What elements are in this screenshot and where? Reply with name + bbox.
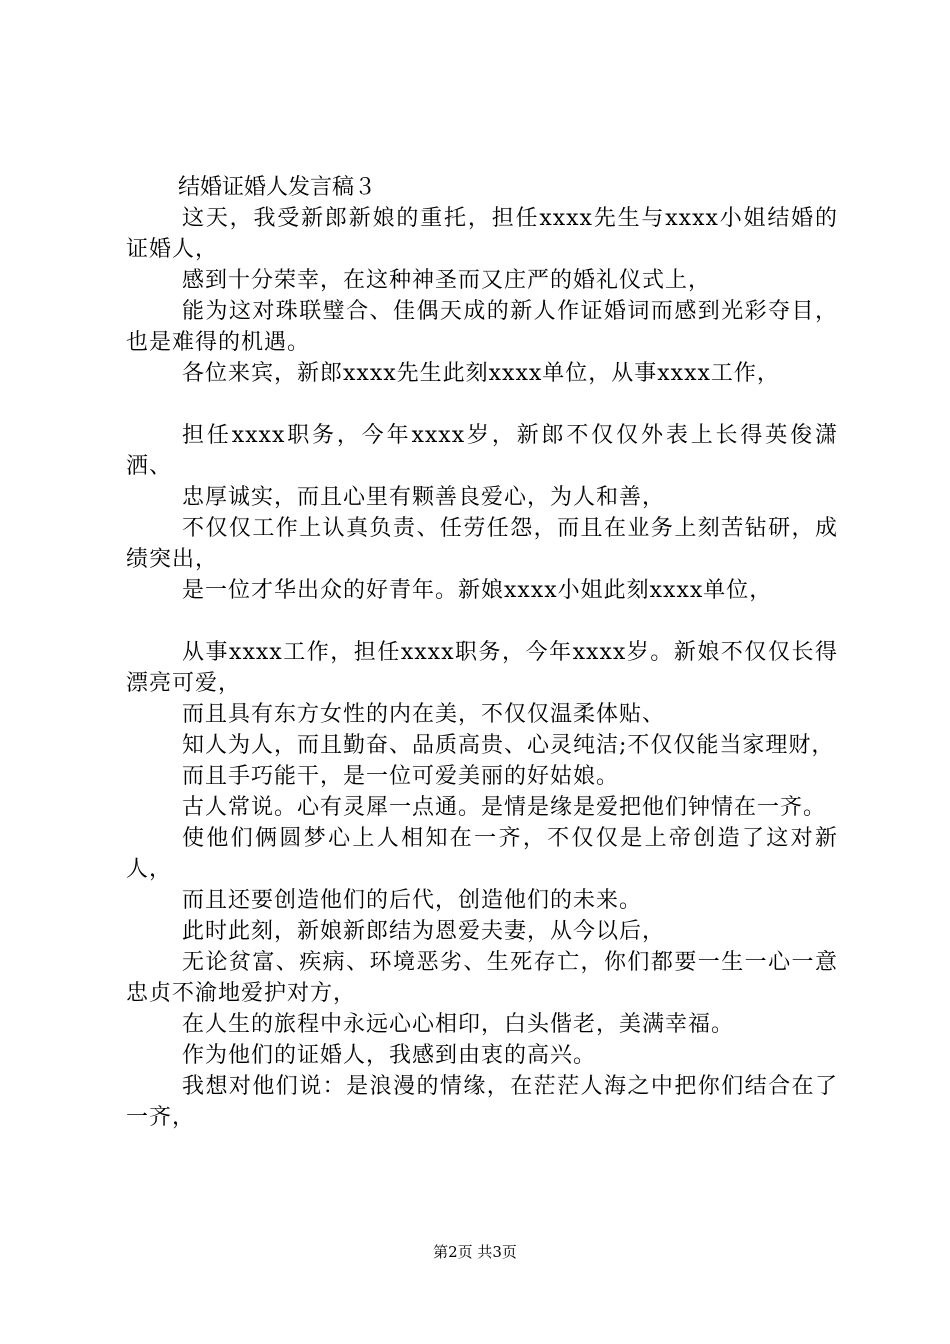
paragraph: 无论贫富、疾病、环境恶劣、生死存亡，你们都要一生一心一意忠贞不渝地爱护对方，: [126, 950, 838, 1006]
paragraph: 此时此刻，新娘新郎结为恩爱夫妻，从今以后，: [182, 919, 666, 944]
paragraph: 而且手巧能干，是一位可爱美丽的好姑娘。: [182, 764, 620, 789]
document-body: [126, 172, 838, 1133]
paragraph: 是一位才华出众的好青年。新娘xxxx小姐此刻xxxx单位，: [182, 578, 773, 603]
page-number-footer: 第2页 共3页: [433, 1243, 517, 1261]
paragraph: 能为这对珠联璧合、佳偶天成的新人作证婚词而感到光彩夺目，也是难得的机遇。: [126, 299, 838, 355]
paragraph: 我想对他们说：是浪漫的情缘，在茫茫人海之中把你们结合在了一齐，: [126, 1074, 838, 1130]
paragraph: 从事xxxx工作，担任xxxx职务，今年xxxx岁。新娘不仅仅长得漂亮可爱，: [126, 640, 838, 696]
paragraph: 忠厚诚实，而且心里有颗善良爱心，为人和善，: [182, 485, 666, 510]
paragraph: 在人生的旅程中永远心心相印，白头偕老，美满幸福。: [182, 1012, 735, 1037]
paragraph: 使他们俩圆梦心上人相知在一齐，不仅仅是上帝创造了这对新人，: [126, 826, 838, 882]
paragraph: 这天，我受新郎新娘的重托，担任xxxx先生与xxxx小姐结婚的证婚人，: [126, 206, 838, 262]
paragraph: 而且还要创造他们的后代，创造他们的未来。: [182, 888, 643, 913]
paragraph: 担任xxxx职务，今年xxxx岁，新郎不仅仅外表上长得英俊潇洒、: [126, 423, 838, 479]
paragraph: 感到十分荣幸，在这种神圣而又庄严的婚礼仪式上，: [182, 268, 712, 293]
paragraph: 知人为人，而且勤奋、品质高贵、心灵纯洁;不仅仅能当家理财，: [182, 733, 835, 758]
paragraph: 作为他们的证婚人，我感到由衷的高兴。: [182, 1043, 597, 1068]
paragraph: 而且具有东方女性的内在美，不仅仅温柔体贴、: [182, 702, 666, 727]
document-title: 结婚证婚人发言稿３: [178, 175, 377, 200]
paragraph: 古人常说。心有灵犀一点通。是情是缘是爱把他们钟情在一齐。: [182, 795, 827, 820]
paragraph: 不仅仅工作上认真负责、任劳任怨，而且在业务上刻苦钻研，成绩突出，: [126, 516, 838, 572]
paragraph: 各位来宾，新郎xxxx先生此刻xxxx单位，从事xxxx工作，: [182, 361, 780, 386]
